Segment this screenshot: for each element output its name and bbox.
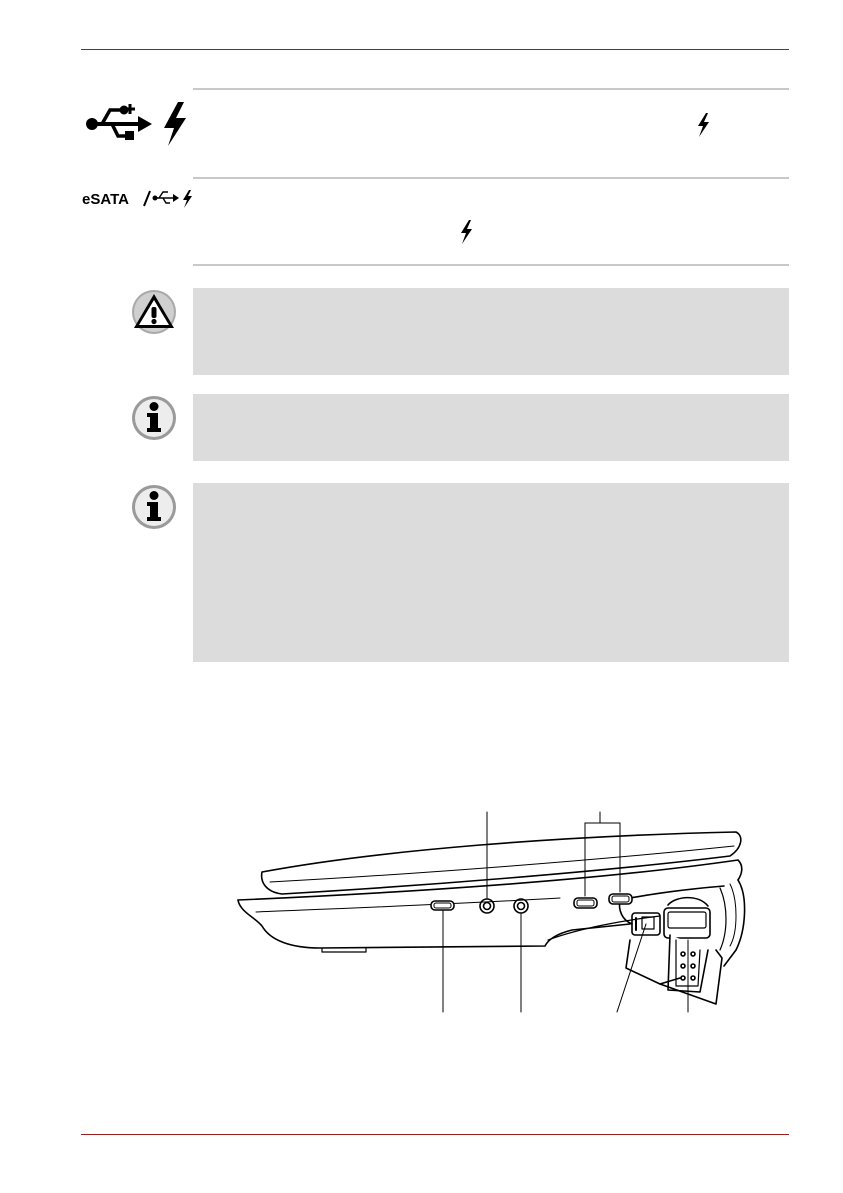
- esata-label: eSATA: [82, 191, 129, 208]
- footer-rule: [81, 1134, 789, 1135]
